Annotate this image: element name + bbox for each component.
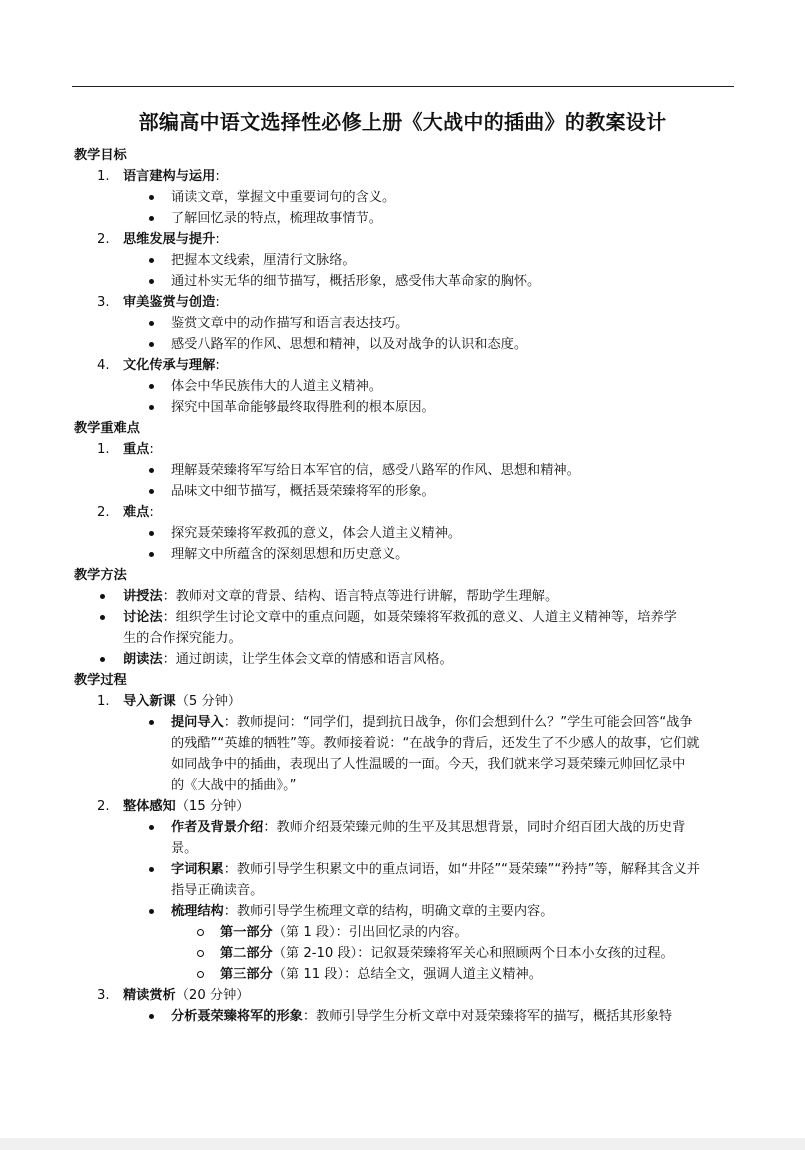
list-item: 探究聂荣臻将军救孤的意义，体会人道主义精神。 xyxy=(74,523,734,544)
bullet-icon xyxy=(100,657,105,662)
bullet-icon xyxy=(149,552,154,557)
process-step: 1. 导入新课（5 分钟） xyxy=(97,694,242,709)
section-heading-process: 教学过程 xyxy=(74,673,127,688)
objective-group: 1. 语言建构与运用: xyxy=(97,169,220,184)
list-item: 感受八路军的作风、思想和精神，以及对战争的认识和态度。 xyxy=(74,334,734,355)
bullet-icon xyxy=(149,489,154,494)
bullet-icon xyxy=(149,258,154,263)
bullet-icon xyxy=(149,720,154,725)
list-item-continued: 指导正确读音。 xyxy=(171,883,264,898)
bullet-icon xyxy=(149,825,154,830)
section-heading-keypoints: 教学重难点 xyxy=(74,421,140,436)
bullet-icon xyxy=(100,615,105,620)
document-body xyxy=(74,145,734,1027)
sub-list-item: 第一部分（第 1 段）：引出回忆录的内容。 xyxy=(74,922,734,943)
bullet-icon xyxy=(149,216,154,221)
list-item: 作者及背景介绍：教师介绍聂荣臻元帅的生平及其思想背景，同时介绍百团大战的历史背 xyxy=(74,817,734,838)
list-item: 诵读文章，掌握文中重要词句的含义。 xyxy=(74,187,734,208)
list-item-continued: 的《大战中的插曲》。” xyxy=(171,778,297,793)
list-item: 体会中华民族伟大的人道主义精神。 xyxy=(74,376,734,397)
list-item: 鉴赏文章中的动作描写和语言表达技巧。 xyxy=(74,313,734,334)
list-item-continued: 景。 xyxy=(171,841,198,856)
section-heading-objectives: 教学目标 xyxy=(74,148,127,163)
bullet-icon xyxy=(149,867,154,872)
bullet-icon xyxy=(149,1014,154,1019)
sub-list-item: 第二部分（第 2-10 段）：记叙聂荣臻将军关心和照顾两个日本小女孩的过程。 xyxy=(74,943,734,964)
list-item-continued: 如同战争中的插曲，表现出了人性温暖的一面。今天，我们就来学习聂荣臻元帅回忆录中 xyxy=(171,757,686,772)
objective-group: 2. 思维发展与提升: xyxy=(97,232,220,247)
method-item-continued: 生的合作探究能力。 xyxy=(123,631,242,646)
keypoint-group: 1. 重点: xyxy=(97,442,154,457)
section-heading-methods: 教学方法 xyxy=(74,568,127,583)
bullet-icon xyxy=(100,594,105,599)
objective-group: 3. 审美鉴赏与创造: xyxy=(97,295,220,310)
bullet-icon xyxy=(149,342,154,347)
bullet-icon xyxy=(149,531,154,536)
bullet-icon xyxy=(149,321,154,326)
process-step: 2. 整体感知（15 分钟） xyxy=(97,799,250,814)
list-item: 梳理结构：教师引导学生梳理文章的结构，明确文章的主要内容。 xyxy=(74,901,734,922)
list-item: 提问导入：教师提问：“同学们，提到抗日战争，你们会想到什么？”学生可能会回答“战争 xyxy=(74,712,734,733)
list-item: 探究中国革命能够最终取得胜利的根本原因。 xyxy=(74,397,734,418)
list-item: 把握本文线索，厘清行文脉络。 xyxy=(74,250,734,271)
process-step: 3. 精读赏析（20 分钟） xyxy=(97,988,250,1003)
sub-list-item: 第三部分（第 11 段）：总结全文，强调人道主义精神。 xyxy=(74,964,734,985)
list-item: 字词积累：教师引导学生积累文中的重点词语，如“井陉”“聂荣臻”“矜持”等，解释其含义并 xyxy=(74,859,734,880)
bullet-icon xyxy=(149,384,154,389)
bullet-icon xyxy=(149,405,154,410)
header-rule xyxy=(72,86,734,87)
bullet-icon xyxy=(149,909,154,914)
bullet-icon xyxy=(149,279,154,284)
keypoint-group: 2. 难点: xyxy=(97,505,154,520)
page-title: 部编高中语文选择性必修上册《大战中的插曲》的教案设计 xyxy=(138,110,667,134)
circle-bullet-icon xyxy=(197,929,204,936)
list-item-continued: 的残酷”“英雄的牺牲”等。教师接着说：“在战争的背后，还发生了不少感人的故事，它们就 xyxy=(171,736,700,751)
objective-group: 4. 文化传承与理解: xyxy=(97,358,220,373)
list-item: 品味文中细节描写，概括聂荣臻将军的形象。 xyxy=(74,481,734,502)
circle-bullet-icon xyxy=(197,971,204,978)
list-item: 了解回忆录的特点，梳理故事情节。 xyxy=(74,208,734,229)
list-item: 通过朴实无华的细节描写，概括形象，感受伟大革命家的胸怀。 xyxy=(74,271,734,292)
list-item: 分析聂荣臻将军的形象：教师引导学生分析文章中对聂荣臻将军的描写，概括其形象特 xyxy=(74,1006,734,1027)
list-item: 理解文中所蕴含的深刻思想和历史意义。 xyxy=(74,544,734,565)
method-item: 讲授法：教师对文章的背景、结构、语言特点等进行讲解，帮助学生理解。 xyxy=(74,586,734,607)
circle-bullet-icon xyxy=(197,950,204,957)
method-item: 讨论法：组织学生讨论文章中的重点问题，如聂荣臻将军救孤的意义、人道主义精神等，培养学 xyxy=(74,607,734,628)
bullet-icon xyxy=(149,468,154,473)
list-item: 理解聂荣臻将军写给日本军官的信，感受八路军的作风、思想和精神。 xyxy=(74,460,734,481)
method-item: 朗读法：通过朗读，让学生体会文章的情感和语言风格。 xyxy=(74,649,734,670)
bullet-icon xyxy=(149,195,154,200)
